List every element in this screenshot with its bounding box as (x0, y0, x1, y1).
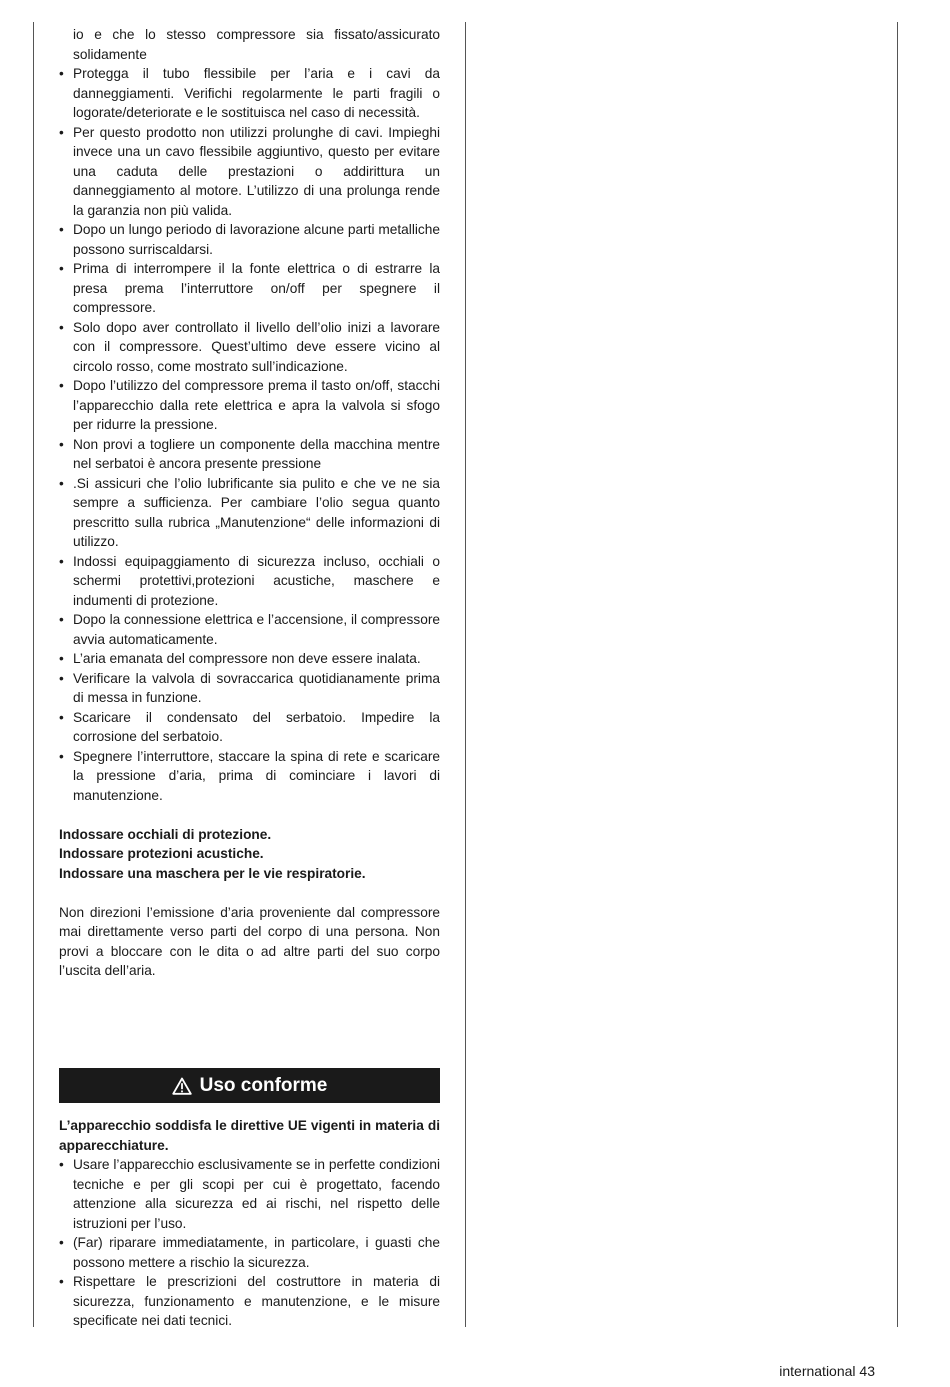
list-item: • Solo dopo aver controllato il livello dell’olio inizi a lavorare con il compressore. Quest’ultimo deve essere vicino al circolo rosso, come mostrato sull’indicazione. (59, 318, 440, 377)
list-item: • Spegnere l’interruttore, staccare la spina di rete e scaricare la pressione d’aria, prima di cominciare i lavori di manutenzione. (59, 747, 440, 806)
list-item: io e che lo stesso compressore sia fissato/assicurato solidamente (73, 27, 440, 62)
section-title: Uso conforme (199, 1074, 328, 1096)
list-item: • Dopo un lungo periodo di lavorazione alcune parti metalliche possono surriscaldarsi. (59, 220, 440, 259)
list-item: • Per questo prodotto non utilizzi prolunghe di cavi. Impieghi invece una un cavo flessibile aggiuntivo, questo per evitare una caduta delle prestazioni o addirittura un danneggiamento al motore. L’utilizzo di una prolunga rende la garanzia non più valida. (59, 123, 440, 221)
list-item: • Prima di interrompere il la fonte elettrica o di estrarre la presa prema l’interruttore on/off per spegnere il compressore. (59, 259, 440, 318)
list-item: • Protegga il tubo flessibile per l’aria e i cavi da danneggiamenti. Verifichi regolarmente le parti fragili o logorate/deteriorate e le sostituisca nel caso di necessità. (59, 64, 440, 123)
air-warning-paragraph: Non direzioni l’emissione d’aria proveniente dal compressore mai direttamente verso parti del corpo di una persona. Non provi a bloccare con le dita o ad altre parti del suo corpo l’uscita dell’aria. (59, 904, 440, 978)
section-heading-uso-conforme (59, 1068, 440, 1103)
list-item: • .Si assicuri che l’olio lubrificante sia pulito e che ve ne sia sempre a sufficienza. Per cambiare l’olio segua quanto prescritto sulla rubrica „Manutenzione“ delle informazioni di utilizzo. (59, 474, 440, 552)
list-item: • Usare l’apparecchio esclusivamente se in perfette condizioni tecniche e per gli scopi per cui è progettato, facendo attenzione alla sicurezza ed ai rischi, nel rispetto delle istruzioni per l’uso. (59, 1155, 440, 1233)
right-column-rule (897, 22, 898, 1327)
left-column-rule (33, 22, 34, 1327)
list-item: • Indossi equipaggiamento di sicurezza incluso, occhiali o schermi protettivi,protezioni acustiche, maschere e indumenti di protezione. (59, 552, 440, 611)
list-item: • Verificare la valvola di sovraccarica quotidianamente prima di messa in funzione. (59, 669, 440, 708)
list-item: • Dopo l’utilizzo del compressore prema il tasto on/off, stacchi l’apparecchio dalla rete elettrica e apra la valvola si sfogo per ridurre la pressione. (59, 376, 440, 435)
section-bullet-list (59, 1155, 440, 1331)
list-item: • (Far) riparare immediatamente, in particolare, i guasti che possono mettere a rischio la sicurezza. (59, 1233, 440, 1272)
list-item: • L’aria emanata del compressore non deve essere inalata. (59, 649, 440, 669)
footer-label: international (779, 1363, 856, 1379)
left-column-bottom (59, 1116, 440, 1331)
list-item: • Dopo la connessione elettrica e l’accensione, il compressore avvia automaticamente. (59, 610, 440, 649)
list-item: • Rispettare le prescrizioni del costruttore in materia di sicurezza, funzionamento e manutenzione, e le misure specificate nei dati tecnici. (59, 1272, 440, 1331)
list-item: • Scaricare il condensato del serbatoio. Impedire la corrosione del serbatoio. (59, 708, 440, 747)
center-column-rule (465, 22, 466, 1327)
page-footer (779, 1363, 875, 1379)
warning-line: Indossare protezioni acustiche. (59, 846, 264, 861)
left-column-top (59, 25, 440, 981)
page-number: 43 (859, 1363, 875, 1379)
warning-line: Indossare occhiali di protezione. (59, 826, 272, 842)
section-intro: L’apparecchio soddisfa le direttive UE vigenti in materia di apparecchiature. (59, 1118, 440, 1153)
warning-line: Indossare una maschera per le vie respiratorie. (59, 865, 366, 881)
safety-bullet-list (59, 25, 440, 805)
list-item: • Non provi a togliere un componente della macchina mentre nel serbatoi è ancora presente pressione (59, 435, 440, 474)
warning-triangle-icon (172, 1077, 192, 1095)
